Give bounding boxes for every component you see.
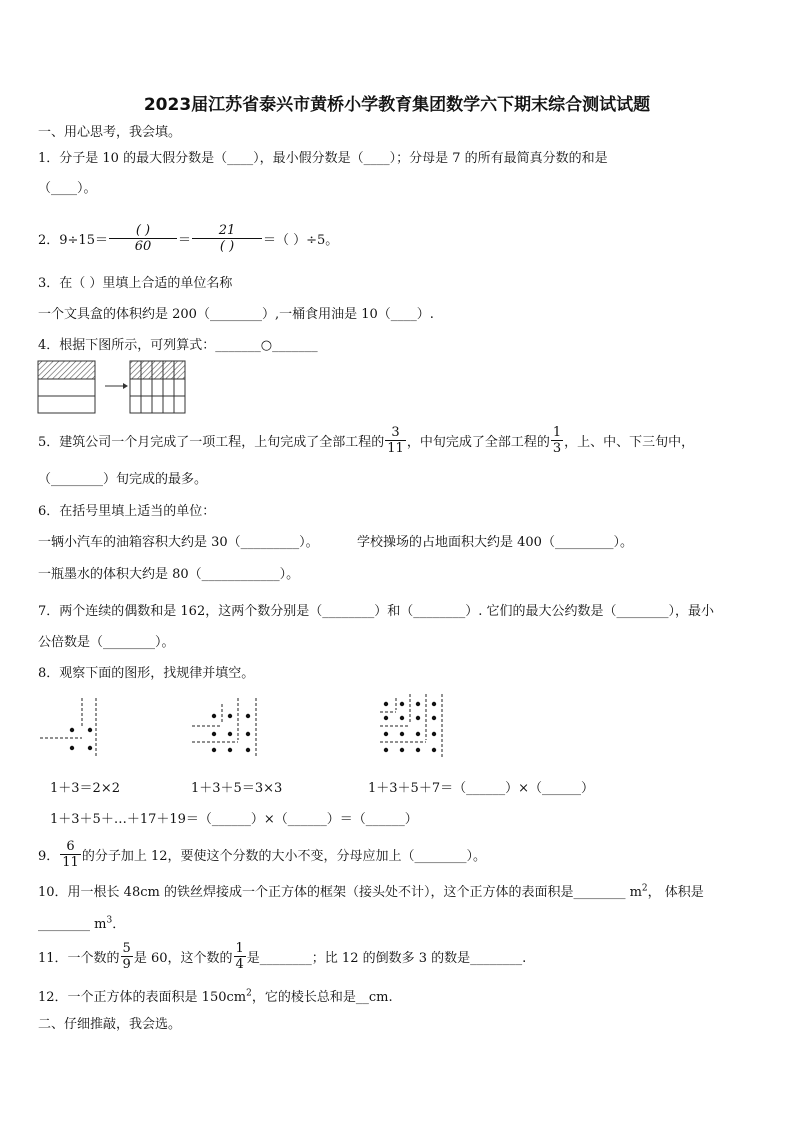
question-8-line-1: 8．观察下面的图形，找规律并填空。 [38,666,255,681]
section-heading-2: 二、仔细推敲，我会选。 [38,1017,182,1032]
question-5-lead: 5．建筑公司一个月完成了一项工程，上旬完成了全部工程的 [38,434,385,450]
question-2-tail: ＝（ ）÷5。 [263,232,339,248]
question-2-frac2-denominator: ( ) [219,238,235,254]
question-6-line-1: 6．在括号里填上适当的单位： [38,504,216,519]
question-8-figure-1 [38,694,108,760]
question-11 [38,936,526,976]
question-2 [38,213,338,263]
question-11-f1-denominator: 9 [122,956,131,972]
question-7-line-1: 7．两个连续的偶数和是 162，这两个数分别是（________）和（________）. 它们的最大公约数是（________），最小 [38,604,714,619]
arrow-right-icon [105,383,128,389]
question-11-mid: 是 60，这个数的 [133,950,233,966]
question-6-line-3: 一瓶墨水的体积大约是 80（____________）。 [38,567,300,582]
question-10-line-2b: ． [112,917,126,932]
question-4-line: 4．根据下图所示，可列算式：_______○_______ [38,338,318,353]
page-title: 2023届江苏省泰兴市黄桥小学教育集团数学六下期末综合测试试题 [143,95,651,115]
question-10-line-1b: ， 体积是 [647,885,704,900]
question-2-frac1-denominator: 60 [134,238,152,254]
question-9-fraction [60,839,81,870]
question-5-line-2: （________）旬完成的最多。 [38,472,208,487]
question-8-equation-1: 1＋3＝2×2 [50,781,120,796]
question-6-line-2a: 一辆小汽车的油箱容积大约是 30（_________）。 [38,535,319,550]
question-10-line-1a: 10．用一根长 48cm 的铁丝焊接成一个正方体的框架（接头处不计），这个正方体的表面积是________ m [38,885,642,900]
question-9-numerator: 6 [60,839,81,855]
question-7-line-2: 公倍数是（________）。 [38,635,175,650]
question-11-lead: 11．一个数的 [38,950,120,966]
question-5-line-1 [38,420,694,460]
question-5-f2-denominator: 3 [552,440,562,456]
question-5-f2-numerator: 1 [552,424,562,440]
question-10-line-2a: ________ m [38,917,107,932]
question-6-line-2b: 学校操场的占地面积大约是 400（_________）。 [357,535,633,550]
question-12 [38,986,393,1005]
question-1-line-2: （____）。 [38,181,97,196]
question-12-sup: 2 [246,988,252,999]
question-2-equals: ＝ [177,232,191,248]
question-10-sup-2: 3 [106,915,113,926]
question-8-figure-3 [378,690,454,762]
question-11-fraction-1 [121,941,133,972]
question-2-frac1-numerator: ( ) [109,223,177,239]
question-3-line-1: 3．在（ ）里填上合适的单位名称 [38,276,233,291]
question-10-line-1 [38,881,704,900]
question-10-line-2 [38,913,125,932]
question-2-frac2-numerator: 21 [192,223,262,239]
question-9-lead: 9． [38,848,60,864]
question-4-left-rectangle [38,361,95,413]
question-1-line-1: 1．分子是 10 的最大假分数是（____），最小假分数是（____）；分母是 7 的所有最简真分数的和是 [38,151,608,166]
question-10-sup-1: 2 [641,883,648,894]
question-8-equation-2: 1＋3＋5＝3×3 [191,781,283,796]
question-2-lead: 2．9÷15＝ [38,232,108,248]
question-8-equation-3: 1＋3＋5＋7＝（______）×（______） [368,781,594,796]
question-12-tail: ，它的棱长总和是__cm. [251,990,393,1005]
question-2-fraction-1 [109,223,177,254]
question-2-fraction-2 [192,223,262,254]
question-12-lead: 12．一个正方体的表面积是 150cm [38,990,247,1005]
question-5-mid: ，中旬完成了全部工程的 [406,434,550,450]
question-11-f2-denominator: 4 [235,956,244,972]
question-4-diagram [37,360,197,414]
question-11-tail: 是________；比 12 的倒数多 3 的数是________. [246,950,527,966]
question-9 [38,834,486,874]
question-9-denominator: 11 [62,854,79,870]
question-8-equation-4: 1＋3＋5＋…＋17＋19＝（______）×（______）＝（______） [50,812,418,827]
question-11-f1-numerator: 5 [122,940,131,956]
question-5-tail: ，上、中、下三旬中， [564,434,695,450]
question-5-fraction-1 [385,425,406,456]
question-5-fraction-2 [551,425,563,456]
question-5-f1-numerator: 3 [385,425,406,441]
question-11-fraction-2 [234,941,246,972]
question-11-f2-numerator: 1 [235,940,244,956]
question-8-figure-2 [190,694,270,760]
question-5-f1-denominator: 11 [387,440,404,456]
question-4-right-grid [130,361,185,413]
question-9-tail: 的分子加上 12，要使这个分数的大小不变，分母应加上（________）。 [81,848,487,864]
question-3-line-2: 一个文具盒的体积约是 200（________）,一桶食用油是 10（____）. [38,307,434,322]
section-heading-1: 一、用心思考，我会填。 [38,125,182,140]
